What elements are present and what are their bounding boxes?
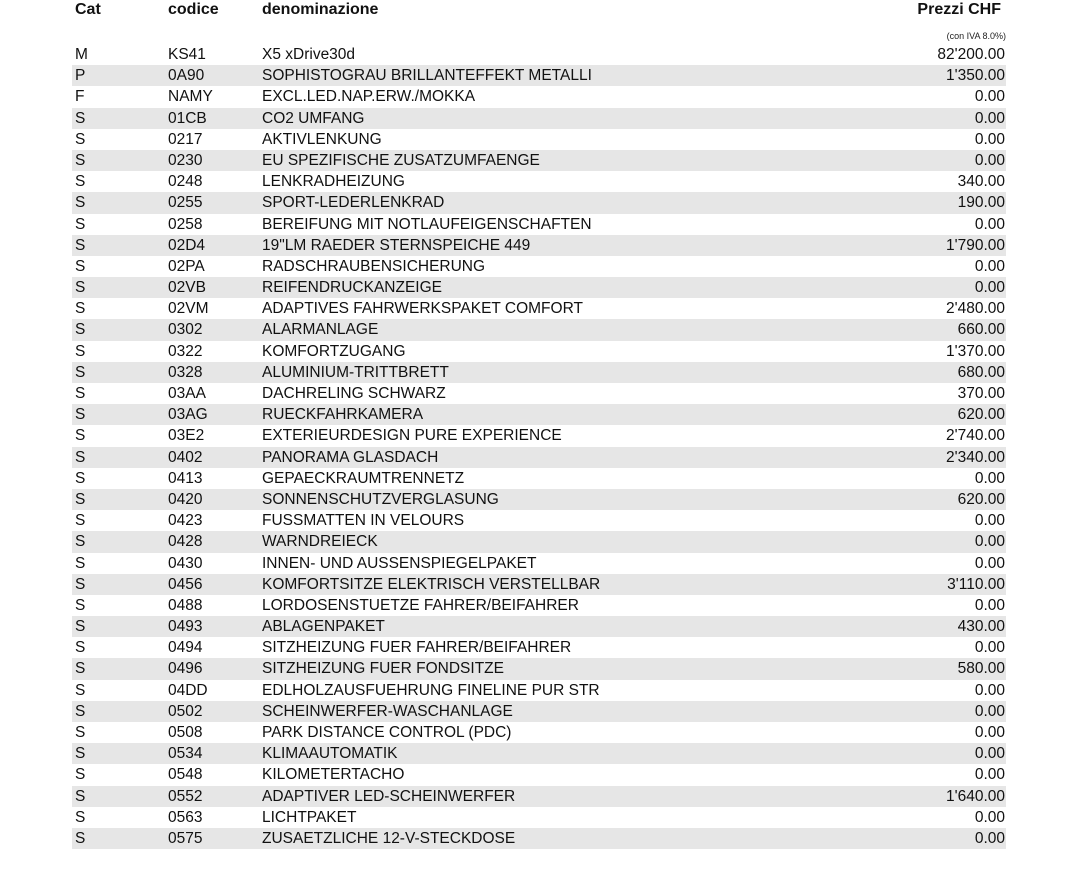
row-description: KILOMETERTACHO xyxy=(262,766,405,784)
row-description: EXCL.LED.NAP.ERW./MOKKA xyxy=(262,88,476,106)
row-description: GEPAECKRAUMTRENNETZ xyxy=(262,469,465,487)
row-cat: S xyxy=(75,639,86,657)
row-code: 0322 xyxy=(168,342,203,360)
row-cat: S xyxy=(75,173,86,191)
row-code: 0428 xyxy=(168,533,203,551)
row-code: 02VM xyxy=(168,300,209,318)
row-cat: S xyxy=(75,236,86,254)
row-code: 0496 xyxy=(168,660,203,678)
table-row xyxy=(72,764,1006,785)
row-description: FUSSMATTEN IN VELOURS xyxy=(262,512,465,530)
row-code: 02D4 xyxy=(168,236,206,254)
row-description: 19"LM RAEDER STERNSPEICHE 449 xyxy=(262,236,531,254)
row-price: 0.00 xyxy=(974,745,1005,763)
row-cat: S xyxy=(75,109,86,127)
row-code: 0494 xyxy=(168,639,203,657)
row-description: ALARMANLAGE xyxy=(262,321,379,339)
table-row xyxy=(72,108,1006,129)
header-description: denominazione xyxy=(262,1,379,18)
row-code: KS41 xyxy=(168,46,206,63)
row-cat: S xyxy=(75,490,86,508)
row-description: KLIMAAUTOMATIK xyxy=(262,745,398,763)
row-price: 1'370.00 xyxy=(946,342,1005,360)
table-row xyxy=(72,383,1006,404)
row-price: 0.00 xyxy=(974,279,1005,297)
row-cat: S xyxy=(75,194,86,212)
table-row xyxy=(72,192,1006,213)
row-code: 03AG xyxy=(168,406,208,424)
table-row xyxy=(72,510,1006,531)
row-price: 0.00 xyxy=(974,596,1005,614)
row-code: 0255 xyxy=(168,194,203,212)
table-row xyxy=(72,65,1006,86)
table-row xyxy=(72,447,1006,468)
row-price: 1'350.00 xyxy=(946,67,1005,85)
table-row xyxy=(72,828,1006,849)
row-price: 0.00 xyxy=(974,109,1005,127)
row-price: 0.00 xyxy=(974,215,1005,233)
row-description: WARNDREIECK xyxy=(262,533,378,551)
row-price: 190.00 xyxy=(957,194,1005,212)
row-cat: M xyxy=(75,46,88,63)
vat-note: (con IVA 8.0%) xyxy=(946,31,1006,41)
row-description: EU SPEZIFISCHE ZUSATZUMFAENGE xyxy=(262,151,540,169)
table-row xyxy=(72,341,1006,362)
row-price: 620.00 xyxy=(957,406,1005,424)
row-cat: S xyxy=(75,575,86,593)
table-row xyxy=(72,150,1006,171)
row-price: 430.00 xyxy=(957,618,1005,636)
row-description: PANORAMA GLASDACH xyxy=(262,448,439,466)
row-description: ADAPTIVES FAHRWERKSPAKET COMFORT xyxy=(262,300,583,318)
row-price: 1'640.00 xyxy=(946,787,1005,805)
row-description: SITZHEIZUNG FUER FAHRER/BEIFAHRER xyxy=(262,639,572,657)
table-row xyxy=(72,807,1006,828)
table-row xyxy=(72,786,1006,807)
row-cat: F xyxy=(75,88,85,106)
row-description: EDLHOLZAUSFUEHRUNG FINELINE PUR STR xyxy=(262,681,600,699)
row-description: LORDOSENSTUETZE FAHRER/BEIFAHRER xyxy=(262,596,579,614)
row-code: 03AA xyxy=(168,385,206,402)
row-code: 0534 xyxy=(168,745,203,763)
row-price: 0.00 xyxy=(974,257,1005,275)
row-code: 03E2 xyxy=(168,427,205,445)
row-cat: S xyxy=(75,702,86,720)
table-row xyxy=(72,129,1006,150)
header-code: codice xyxy=(168,1,219,18)
row-price: 0.00 xyxy=(974,829,1005,847)
row-price: 0.00 xyxy=(974,512,1005,530)
table-row xyxy=(72,86,1006,107)
row-cat: S xyxy=(75,596,86,614)
row-description: SITZHEIZUNG FUER FONDSITZE xyxy=(262,660,504,678)
row-cat: S xyxy=(75,512,86,530)
row-description: EXTERIEURDESIGN PURE EXPERIENCE xyxy=(262,427,562,445)
row-description: KOMFORTSITZE ELEKTRISCH VERSTELLBAR xyxy=(262,575,601,593)
table-row xyxy=(72,574,1006,595)
row-cat: S xyxy=(75,427,86,445)
row-cat: P xyxy=(75,67,86,85)
row-code: 0430 xyxy=(168,554,203,572)
row-code: 0230 xyxy=(168,151,203,169)
row-price: 0.00 xyxy=(974,469,1005,487)
row-price: 0.00 xyxy=(974,151,1005,169)
row-code: 0488 xyxy=(168,596,203,614)
row-price: 0.00 xyxy=(974,808,1005,826)
row-description: AKTIVLENKUNG xyxy=(262,130,382,148)
row-cat: S xyxy=(75,406,86,424)
row-code: 0563 xyxy=(168,808,203,826)
row-cat: S xyxy=(75,300,86,318)
row-price: 82'200.00 xyxy=(937,46,1005,63)
row-price: 2'740.00 xyxy=(946,427,1005,445)
row-description: ALUMINIUM-TRITTBRETT xyxy=(262,363,449,381)
row-cat: S xyxy=(75,215,86,233)
table-row xyxy=(72,701,1006,722)
row-description: REIFENDRUCKANZEIGE xyxy=(262,279,442,297)
table-row xyxy=(72,277,1006,298)
row-cat: S xyxy=(75,385,86,402)
table-row xyxy=(72,616,1006,637)
row-description: PARK DISTANCE CONTROL (PDC) xyxy=(262,724,512,741)
row-price: 0.00 xyxy=(974,724,1005,741)
row-description: BEREIFUNG MIT NOTLAUFEIGENSCHAFTEN xyxy=(262,215,592,233)
row-code: 01CB xyxy=(168,109,207,127)
row-cat: S xyxy=(75,724,86,741)
row-description: INNEN- UND AUSSENSPIEGELPAKET xyxy=(262,554,537,572)
row-cat: S xyxy=(75,363,86,381)
row-description: SCHEINWERFER-WASCHANLAGE xyxy=(262,702,513,720)
row-price: 0.00 xyxy=(974,681,1005,699)
table-row xyxy=(72,531,1006,552)
table-row xyxy=(72,362,1006,383)
row-code: 0456 xyxy=(168,575,203,593)
row-code: 0575 xyxy=(168,829,203,847)
table-row xyxy=(72,256,1006,277)
row-code: 0A90 xyxy=(168,67,205,85)
row-cat: S xyxy=(75,469,86,487)
table-row xyxy=(72,637,1006,658)
row-price: 2'480.00 xyxy=(946,300,1005,318)
row-code: 02PA xyxy=(168,257,205,275)
row-cat: S xyxy=(75,829,86,847)
row-code: 0508 xyxy=(168,724,203,741)
row-cat: S xyxy=(75,808,86,826)
row-price: 660.00 xyxy=(957,321,1005,339)
row-price: 0.00 xyxy=(974,766,1005,784)
table-row xyxy=(72,404,1006,425)
row-price: 0.00 xyxy=(974,702,1005,720)
table-row xyxy=(72,722,1006,743)
row-code: 0493 xyxy=(168,618,203,636)
row-description: CO2 UMFANG xyxy=(262,109,365,127)
row-price: 3'110.00 xyxy=(947,575,1005,593)
row-description: ZUSAETZLICHE 12-V-STECKDOSE xyxy=(262,829,516,847)
table-row xyxy=(72,214,1006,235)
row-cat: S xyxy=(75,681,86,699)
row-description: DACHRELING SCHWARZ xyxy=(262,385,446,402)
row-cat: S xyxy=(75,342,86,360)
table-row xyxy=(72,319,1006,340)
row-description: LENKRADHEIZUNG xyxy=(262,173,405,191)
row-code: 0328 xyxy=(168,363,203,381)
row-code: 0402 xyxy=(168,448,203,466)
table-row xyxy=(72,298,1006,319)
row-description: ABLAGENPAKET xyxy=(262,618,385,636)
row-description: RADSCHRAUBENSICHERUNG xyxy=(262,257,486,275)
row-description: SOPHISTOGRAU BRILLANTEFFEKT METALLI xyxy=(262,67,592,85)
row-code: 02VB xyxy=(168,279,206,297)
table-row xyxy=(72,44,1006,65)
row-price: 0.00 xyxy=(974,88,1005,106)
row-code: 0217 xyxy=(168,130,203,148)
row-description: SONNENSCHUTZVERGLASUNG xyxy=(262,490,499,508)
header-price: Prezzi CHF xyxy=(917,1,1001,18)
row-price: 1'790.00 xyxy=(946,236,1005,254)
row-code: 04DD xyxy=(168,681,208,699)
row-price: 0.00 xyxy=(974,130,1005,148)
table-row xyxy=(72,489,1006,510)
header-cat: Cat xyxy=(75,1,101,18)
row-price: 680.00 xyxy=(957,363,1005,381)
row-code: 0302 xyxy=(168,321,203,339)
row-code: 0258 xyxy=(168,215,203,233)
row-cat: S xyxy=(75,321,86,339)
table-row xyxy=(72,658,1006,679)
row-cat: S xyxy=(75,533,86,551)
row-description: RUECKFAHRKAMERA xyxy=(262,406,424,424)
table-row xyxy=(72,468,1006,489)
row-cat: S xyxy=(75,448,86,466)
table-row xyxy=(72,553,1006,574)
row-cat: S xyxy=(75,745,86,763)
row-price: 370.00 xyxy=(957,385,1005,402)
row-code: 0413 xyxy=(168,469,203,487)
row-code: NAMY xyxy=(168,88,213,106)
row-cat: S xyxy=(75,279,86,297)
row-code: 0552 xyxy=(168,787,203,805)
row-price: 340.00 xyxy=(957,173,1005,191)
table-row xyxy=(72,235,1006,256)
options-table xyxy=(72,44,1006,849)
row-price: 0.00 xyxy=(974,554,1005,572)
row-code: 0548 xyxy=(168,766,203,784)
table-header xyxy=(0,0,1080,26)
row-cat: S xyxy=(75,257,86,275)
row-cat: S xyxy=(75,151,86,169)
table-row xyxy=(72,680,1006,701)
row-code: 0502 xyxy=(168,702,203,720)
row-description: SPORT-LEDERLENKRAD xyxy=(262,194,445,212)
row-cat: S xyxy=(75,618,86,636)
row-price: 2'340.00 xyxy=(946,448,1005,466)
row-price: 0.00 xyxy=(974,639,1005,657)
row-code: 0420 xyxy=(168,490,203,508)
row-price: 0.00 xyxy=(974,533,1005,551)
row-code: 0423 xyxy=(168,512,203,530)
row-cat: S xyxy=(75,660,86,678)
row-price: 580.00 xyxy=(957,660,1005,678)
table-row xyxy=(72,595,1006,616)
row-description: X5 xDrive30d xyxy=(262,46,356,63)
row-cat: S xyxy=(75,787,86,805)
row-price: 620.00 xyxy=(957,490,1005,508)
row-description: KOMFORTZUGANG xyxy=(262,342,406,360)
row-description: LICHTPAKET xyxy=(262,808,357,826)
row-cat: S xyxy=(75,766,86,784)
row-description: ADAPTIVER LED-SCHEINWERFER xyxy=(262,787,516,805)
row-code: 0248 xyxy=(168,173,203,191)
row-cat: S xyxy=(75,130,86,148)
table-row xyxy=(72,425,1006,446)
table-row xyxy=(72,743,1006,764)
table-row xyxy=(72,171,1006,192)
row-cat: S xyxy=(75,554,86,572)
